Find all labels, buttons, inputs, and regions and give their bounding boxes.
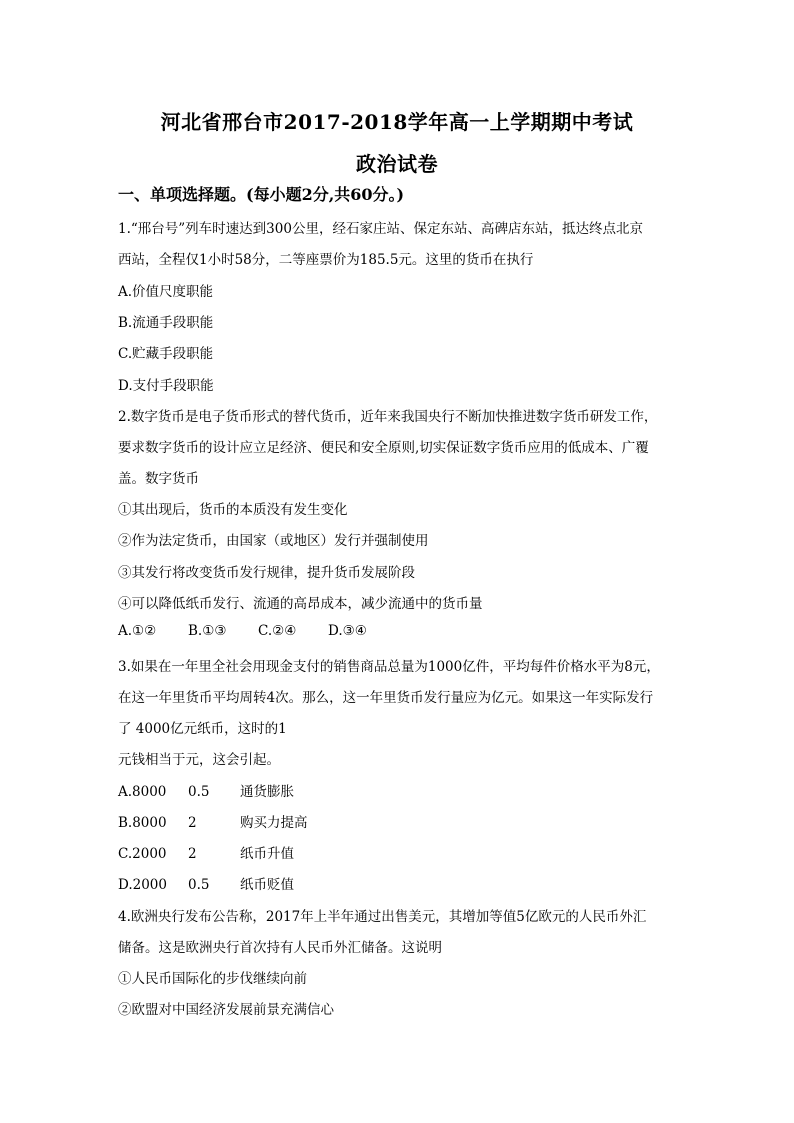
q2-stem-line2: 要求数字货币的设计应立足经济、便民和安全原则,切实保证数字货币应用的低成本、广覆 [118, 440, 649, 456]
q3-option-label: A.8000 [118, 784, 167, 800]
q1-option-c: C.贮藏手段职能 [118, 346, 214, 362]
q3-option-effect: 纸币贬值 [240, 877, 294, 893]
q3-option-value: 2 [188, 846, 197, 862]
exam-subtitle: 政治试卷 [356, 152, 438, 176]
q1-stem-line1: 1.“邢台号”列车时速达到300公里，经石家庄站、保定东站、高碑店东站，抵达终点北京 [118, 221, 643, 237]
q1-option-a: A.价值尺度职能 [118, 284, 214, 300]
q3-option-a [118, 780, 294, 800]
q3-stem-line3: 了 4000亿元纸币，这时的1 [118, 721, 287, 737]
q3-option-effect: 购买力提高 [240, 815, 308, 831]
q4-item-2: ②欧盟对中国经济发展前景充满信心 [118, 1002, 334, 1018]
q2-options [118, 623, 367, 639]
section-heading: 一、单项选择题。(每小题2分,共60分。) [118, 185, 405, 204]
q3-option-value: 0.5 [188, 784, 210, 800]
q2-item-1: ①其出现后，货币的本质没有发生变化 [118, 502, 348, 518]
q1-option-d: D.支付手段职能 [118, 378, 214, 394]
q3-option-effect: 纸币升值 [240, 846, 294, 862]
q3-option-label: B.8000 [118, 815, 167, 831]
q4-item-1: ①人民币国际化的步伐继续向前 [118, 971, 307, 987]
q2-item-4: ④可以降低纸币发行、流通的高昂成本，减少流通中的货币量 [118, 596, 483, 612]
q3-stem-line4: 元钱相当于元，这会引起。 [118, 752, 280, 768]
q3-option-effect: 通货膨胀 [240, 784, 294, 800]
q3-option-c [118, 842, 294, 862]
exam-title: 河北省邢台市2017-2018学年高一上学期期中考试 [160, 110, 634, 134]
q1-stem-line2: 西站，全程仅1小时58分，二等座票价为185.5元。这里的货币在执行 [118, 252, 534, 268]
q4-stem-line2: 储备。这是欧洲央行首次持有人民币外汇储备。这说明 [118, 940, 442, 956]
q1-option-b: B.流通手段职能 [118, 315, 214, 331]
q2-stem-line3: 盖。数字货币 [118, 471, 199, 487]
q2-item-2: ②作为法定货币，由国家（或地区）发行并强制使用 [118, 533, 429, 549]
q4-stem-line1: 4.欧洲央行发布公告称，2017年上半年通过出售美元，其增加等值5亿欧元的人民币外汇 [118, 909, 647, 925]
q2-option-c: C.②④ [258, 623, 297, 639]
q2-option-b: B.①③ [188, 623, 227, 639]
q3-option-b [118, 811, 308, 831]
q3-option-label: D.2000 [118, 877, 167, 893]
q3-option-d [118, 873, 294, 893]
q2-item-3: ③其发行将改变货币发行规律，提升货币发展阶段 [118, 565, 415, 581]
q3-option-value: 0.5 [188, 877, 210, 893]
q3-option-value: 2 [188, 815, 197, 831]
q2-option-d: D.③④ [328, 623, 367, 639]
q2-stem-line1: 2.数字货币是电子货币形式的替代货币，近年来我国央行不断加快推进数字货币研发工作， [118, 409, 658, 425]
q2-option-a: A.①② [118, 623, 157, 639]
q3-stem-line1: 3.如果在一年里全社会用现金支付的销售商品总量为1000亿件，平均每件价格水平为8元， [118, 659, 660, 675]
q3-option-label: C.2000 [118, 846, 167, 862]
q3-stem-line2: 在这一年里货币平均周转4次。那么，这一年里货币发行量应为亿元。如果这一年实际发行 [118, 690, 654, 706]
